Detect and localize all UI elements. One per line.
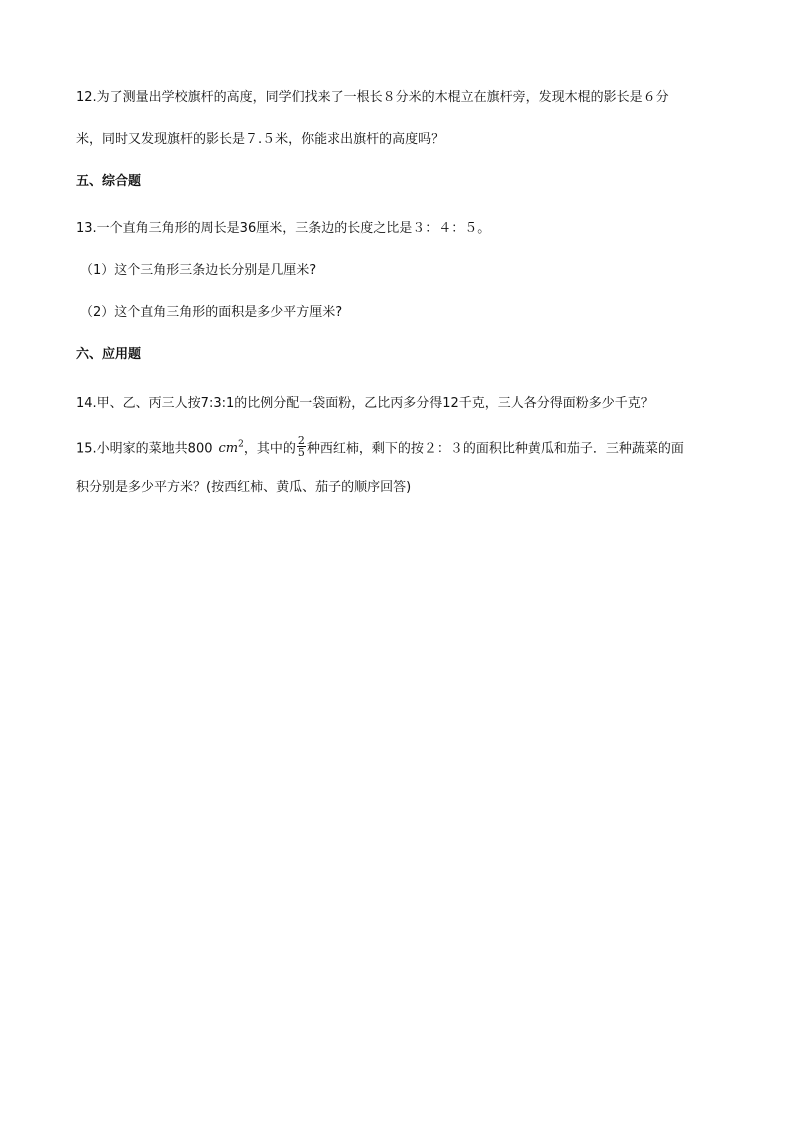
unit-exponent: 2 [238,440,244,450]
question-15-text-b: ，其中的 [243,441,296,457]
unit-square-cm [219,441,244,456]
fraction-numerator: 2 [297,434,305,448]
question-15-text-a: 15.小明家的菜地共800 [76,441,213,457]
question-15-line-2: 积分别是多少平方米？(按西红柿、黄瓜、茄子的顺序回答) [76,480,412,495]
question-15-text-c: 种西红柿，剩下的按２：３的面积比种黄瓜和茄子．三种蔬菜的面 [306,441,684,457]
question-13-sub-1: （1）这个三角形三条边长分别是几厘米? [80,263,317,278]
question-14-line-1: 14.甲、乙、丙三人按7:3:1的比例分配一袋面粉，乙比丙多分得12千克，三人各分得面粉多少千克？ [76,396,654,411]
fraction-denominator: 5 [297,446,305,460]
question-12-line-1: 12.为了测量出学校旗杆的高度，同学们找来了一根长８分米的木棍立在旗杆旁，发现木棍的影长是６分 [76,90,669,105]
question-13-line-1: 13.一个直角三角形的周长是36厘米，三条边的长度之比是３：４：５。 [76,221,491,236]
section-heading-5: 五、综合题 [76,174,142,189]
fraction-two-fifths [297,435,306,458]
unit-base: cm [218,441,239,457]
question-15-line-1 [76,436,684,460]
question-12-line-2: 米，同时又发现旗杆的影长是７.５米，你能求出旗杆的高度吗？ [76,132,445,147]
question-13-sub-2: （2）这个直角三角形的面积是多少平方厘米? [80,305,343,320]
section-heading-6: 六、应用题 [76,347,142,362]
